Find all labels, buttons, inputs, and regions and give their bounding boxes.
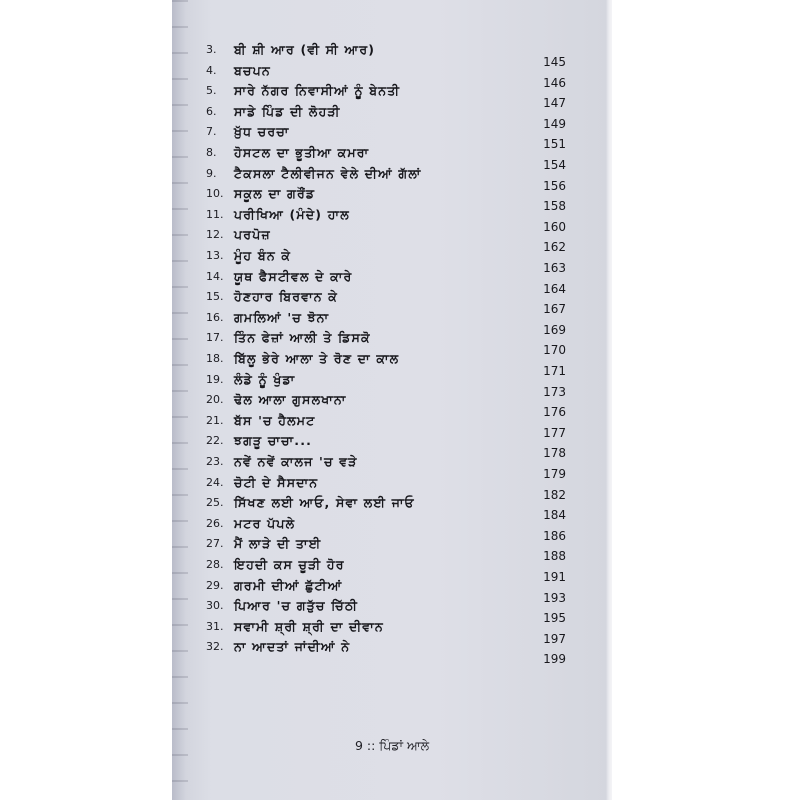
- toc-entry-title: ਮਟਰ ਪੱਪਲੇ: [234, 515, 296, 531]
- toc-entry-number: 11.: [206, 207, 224, 221]
- toc-entry-page-number: 164: [543, 281, 566, 296]
- toc-entry-number: 16.: [206, 310, 224, 324]
- toc-entry-title: ਮੂੰਹ ਬੰਨ ਕੇ: [234, 248, 292, 263]
- toc-entry-number: 12.: [206, 228, 224, 242]
- toc-entry-page-number: 169: [543, 322, 566, 337]
- toc-entry-page-number: 195: [543, 611, 566, 626]
- toc-entry-page-number: 171: [543, 364, 566, 378]
- toc-entry-title: ਹੋਸਟਲ ਦਾ ਭੂਤੀਆ ਕਮਰਾ: [234, 145, 370, 160]
- toc-entry-page-number: 145: [543, 55, 566, 69]
- toc-entry-page-number: 149: [543, 116, 566, 131]
- toc-entry-number: 31.: [206, 619, 224, 633]
- toc-entry-page-number: 158: [543, 199, 566, 214]
- toc-entry-number: 15.: [206, 290, 224, 304]
- toc-entry-page-number: 162: [543, 240, 566, 255]
- toc-entry-number: 6.: [206, 104, 217, 118]
- toc-entry-page-number: 193: [543, 590, 566, 605]
- toc-entry-number: 25.: [206, 496, 224, 510]
- toc-entry-page-number: 179: [543, 467, 566, 481]
- toc-entry-page-number: 191: [543, 570, 566, 584]
- toc-entry-title: ਯੂਥ ਫੈਸਟੀਵਲ ਦੇ ਕਾਰੇ: [234, 268, 353, 284]
- toc-entry-number: 3.: [206, 43, 217, 56]
- toc-entry-page-number: 177: [543, 425, 566, 440]
- toc-entry-title: ਇਹਦੀ ਕਸ ਚੂੜੀ ਹੋਰ: [234, 557, 345, 572]
- toc-entry-number: 10.: [206, 187, 224, 201]
- toc-entry-page-number: 163: [543, 261, 566, 275]
- toc-entry-number: 27.: [206, 537, 224, 551]
- page-footer: 9 :: ਪਿੰਡਾਂ ਆਲੇ: [354, 738, 430, 753]
- toc-entry-title: ਬੱਸ 'ਚ ਹੈਲਮਟ: [234, 412, 316, 428]
- toc-entry-title: ਝਗੜੂ ਚਾਚਾ...: [234, 433, 313, 449]
- toc-entry-title: ਨਵੇਂ ਨਵੇਂ ਕਾਲਜ 'ਚ ਵੜੇ: [234, 454, 358, 469]
- toc-entry-title: ਗਰਮੀ ਦੀਆਂ ਛੁੱਟੀਆਂ: [234, 577, 343, 593]
- toc-entry-number: 29.: [206, 578, 224, 592]
- page-overlay: [172, 0, 612, 800]
- toc-entry-title: ਪਿਆਰ 'ਚ ਗੜੁੱਚ ਚਿੱਠੀ: [234, 598, 359, 614]
- toc-entry-page-number: 188: [543, 549, 566, 564]
- toc-entry-page-number: 176: [543, 405, 566, 420]
- toc-entry-title: ਤਿੰਨ ਫੇਜ਼ਾਂ ਆਲੀ ਤੇ ਡਿਸਕੋ: [234, 330, 371, 346]
- toc-entry-page-number: 173: [543, 384, 566, 399]
- toc-entry-page-number: 160: [543, 219, 566, 234]
- toc-entry-title: ਬਿੱਲੂ ਭੇਰੇ ਆਲਾ ਤੇ ਰੋਣ ਦਾ ਕਾਲ: [234, 351, 400, 366]
- toc-entry-number: 22.: [206, 434, 224, 448]
- toc-entry-title: ਸਾਡੇ ਪਿੰਡ ਦੀ ਲੋਹੜੀ: [234, 103, 341, 119]
- toc-entry-title: ਖ਼ੁੱਧ ਚਰਚਾ: [234, 124, 290, 140]
- toc-entry-page-number: 178: [543, 446, 566, 461]
- toc-entry-title: ਟੈਕਸਲਾ ਟੈਲੀਵੀਜਨ ਵੇਲੇ ਦੀਆਂ ਗੱਲਾਂ: [234, 165, 422, 181]
- toc-entry-page-number: 167: [543, 302, 566, 317]
- toc-entry-title: ਲੰਡੇ ਨੂੰ ਖੁੰਡਾ: [234, 371, 296, 387]
- toc-entry-number: 8.: [206, 146, 217, 159]
- toc-entry-title: ਨਾ ਆਦਤਾਂ ਜਾਂਦੀਆਂ ਨੇ: [234, 639, 351, 655]
- toc-entry-title: ਸਾਰੇ ਨੱਗਰ ਨਿਵਾਸੀਆਂ ਨੂੰ ਬੇਨਤੀ: [234, 83, 401, 99]
- toc-entry-number: 24.: [206, 475, 224, 489]
- toc-entry-title: ਚੋਟੀ ਦੇ ਸੈਸਦਾਨ: [234, 474, 319, 490]
- toc-entry-title: ਪਰਪੋਜ਼: [234, 227, 271, 243]
- toc-entry-page-number: 197: [543, 631, 566, 646]
- toc-entry-number: 21.: [206, 413, 224, 427]
- toc-entry-page-number: 184: [543, 508, 566, 523]
- toc-entry-number: 26.: [206, 516, 224, 530]
- toc-entry-number: 19.: [206, 372, 224, 386]
- toc-entry-number: 9.: [206, 166, 217, 180]
- toc-entry-number: 14.: [206, 269, 224, 283]
- toc-entry-title: ਸਵਾਮੀ ਸ਼੍ਰੀ ਸ਼੍ਰੀ ਦਾ ਦੀਵਾਨ: [234, 618, 384, 634]
- toc-entry-page-number: 199: [543, 652, 566, 667]
- toc-entry-number: 32.: [206, 640, 224, 654]
- toc-entry-title: ਹੋਣਹਾਰ ਬਿਰਵਾਨ ਕੇ: [234, 289, 339, 305]
- toc-entry-page-number: 147: [543, 96, 566, 111]
- toc-entry-page-number: 156: [543, 178, 566, 193]
- toc-entry-number: 18.: [206, 352, 224, 365]
- toc-entry-number: 4.: [206, 63, 217, 77]
- toc-entry-number: 7.: [206, 125, 217, 139]
- toc-entry-number: 13.: [206, 249, 224, 262]
- toc-entry-page-number: 182: [543, 487, 566, 502]
- toc-entry-title: ਗਮਲਿਆਂ 'ਚ ਝੋਨਾ: [234, 309, 330, 325]
- toc-entry-number: 28.: [206, 558, 224, 571]
- toc-entry-number: 17.: [206, 331, 224, 345]
- toc-entry-number: 5.: [206, 84, 217, 98]
- toc-entry-number: 23.: [206, 455, 224, 468]
- toc-entry-number: 30.: [206, 599, 224, 613]
- toc-entry-page-number: 151: [543, 137, 566, 152]
- toc-entry-title: ਮੈਂ ਲਾੜੇ ਦੀ ਤਾਈ: [234, 536, 322, 552]
- toc-entry-page-number: 170: [543, 343, 566, 358]
- toc-entry-title: ਪਰੀਖਿਆ (ਮੰਦੇ) ਹਾਲ: [234, 206, 350, 222]
- toc-entry-title: ਬੀ ਸ਼ੀ ਆਰ (ਵੀ ਸੀ ਆਰ): [234, 42, 376, 57]
- toc-entry-page-number: 154: [543, 158, 566, 172]
- toc-entry-title: ਬਚਪਨ: [234, 62, 271, 78]
- toc-entry-number: 20.: [206, 393, 224, 407]
- toc-entry-title: ਸਕੂਲ ਦਾ ਗਰੌਂਡ: [234, 186, 316, 202]
- toc-entry-title: ਸਿੱਖਣ ਲਈ ਆਓ, ਸੇਵਾ ਲਈ ਜਾਓ: [234, 495, 415, 511]
- toc-entry-page-number: 186: [543, 528, 566, 543]
- toc-entry-page-number: 146: [543, 75, 566, 90]
- toc-entry-title: ਢੋਲ ਆਲਾ ਗੁਸਲਖਾਨਾ: [234, 392, 347, 408]
